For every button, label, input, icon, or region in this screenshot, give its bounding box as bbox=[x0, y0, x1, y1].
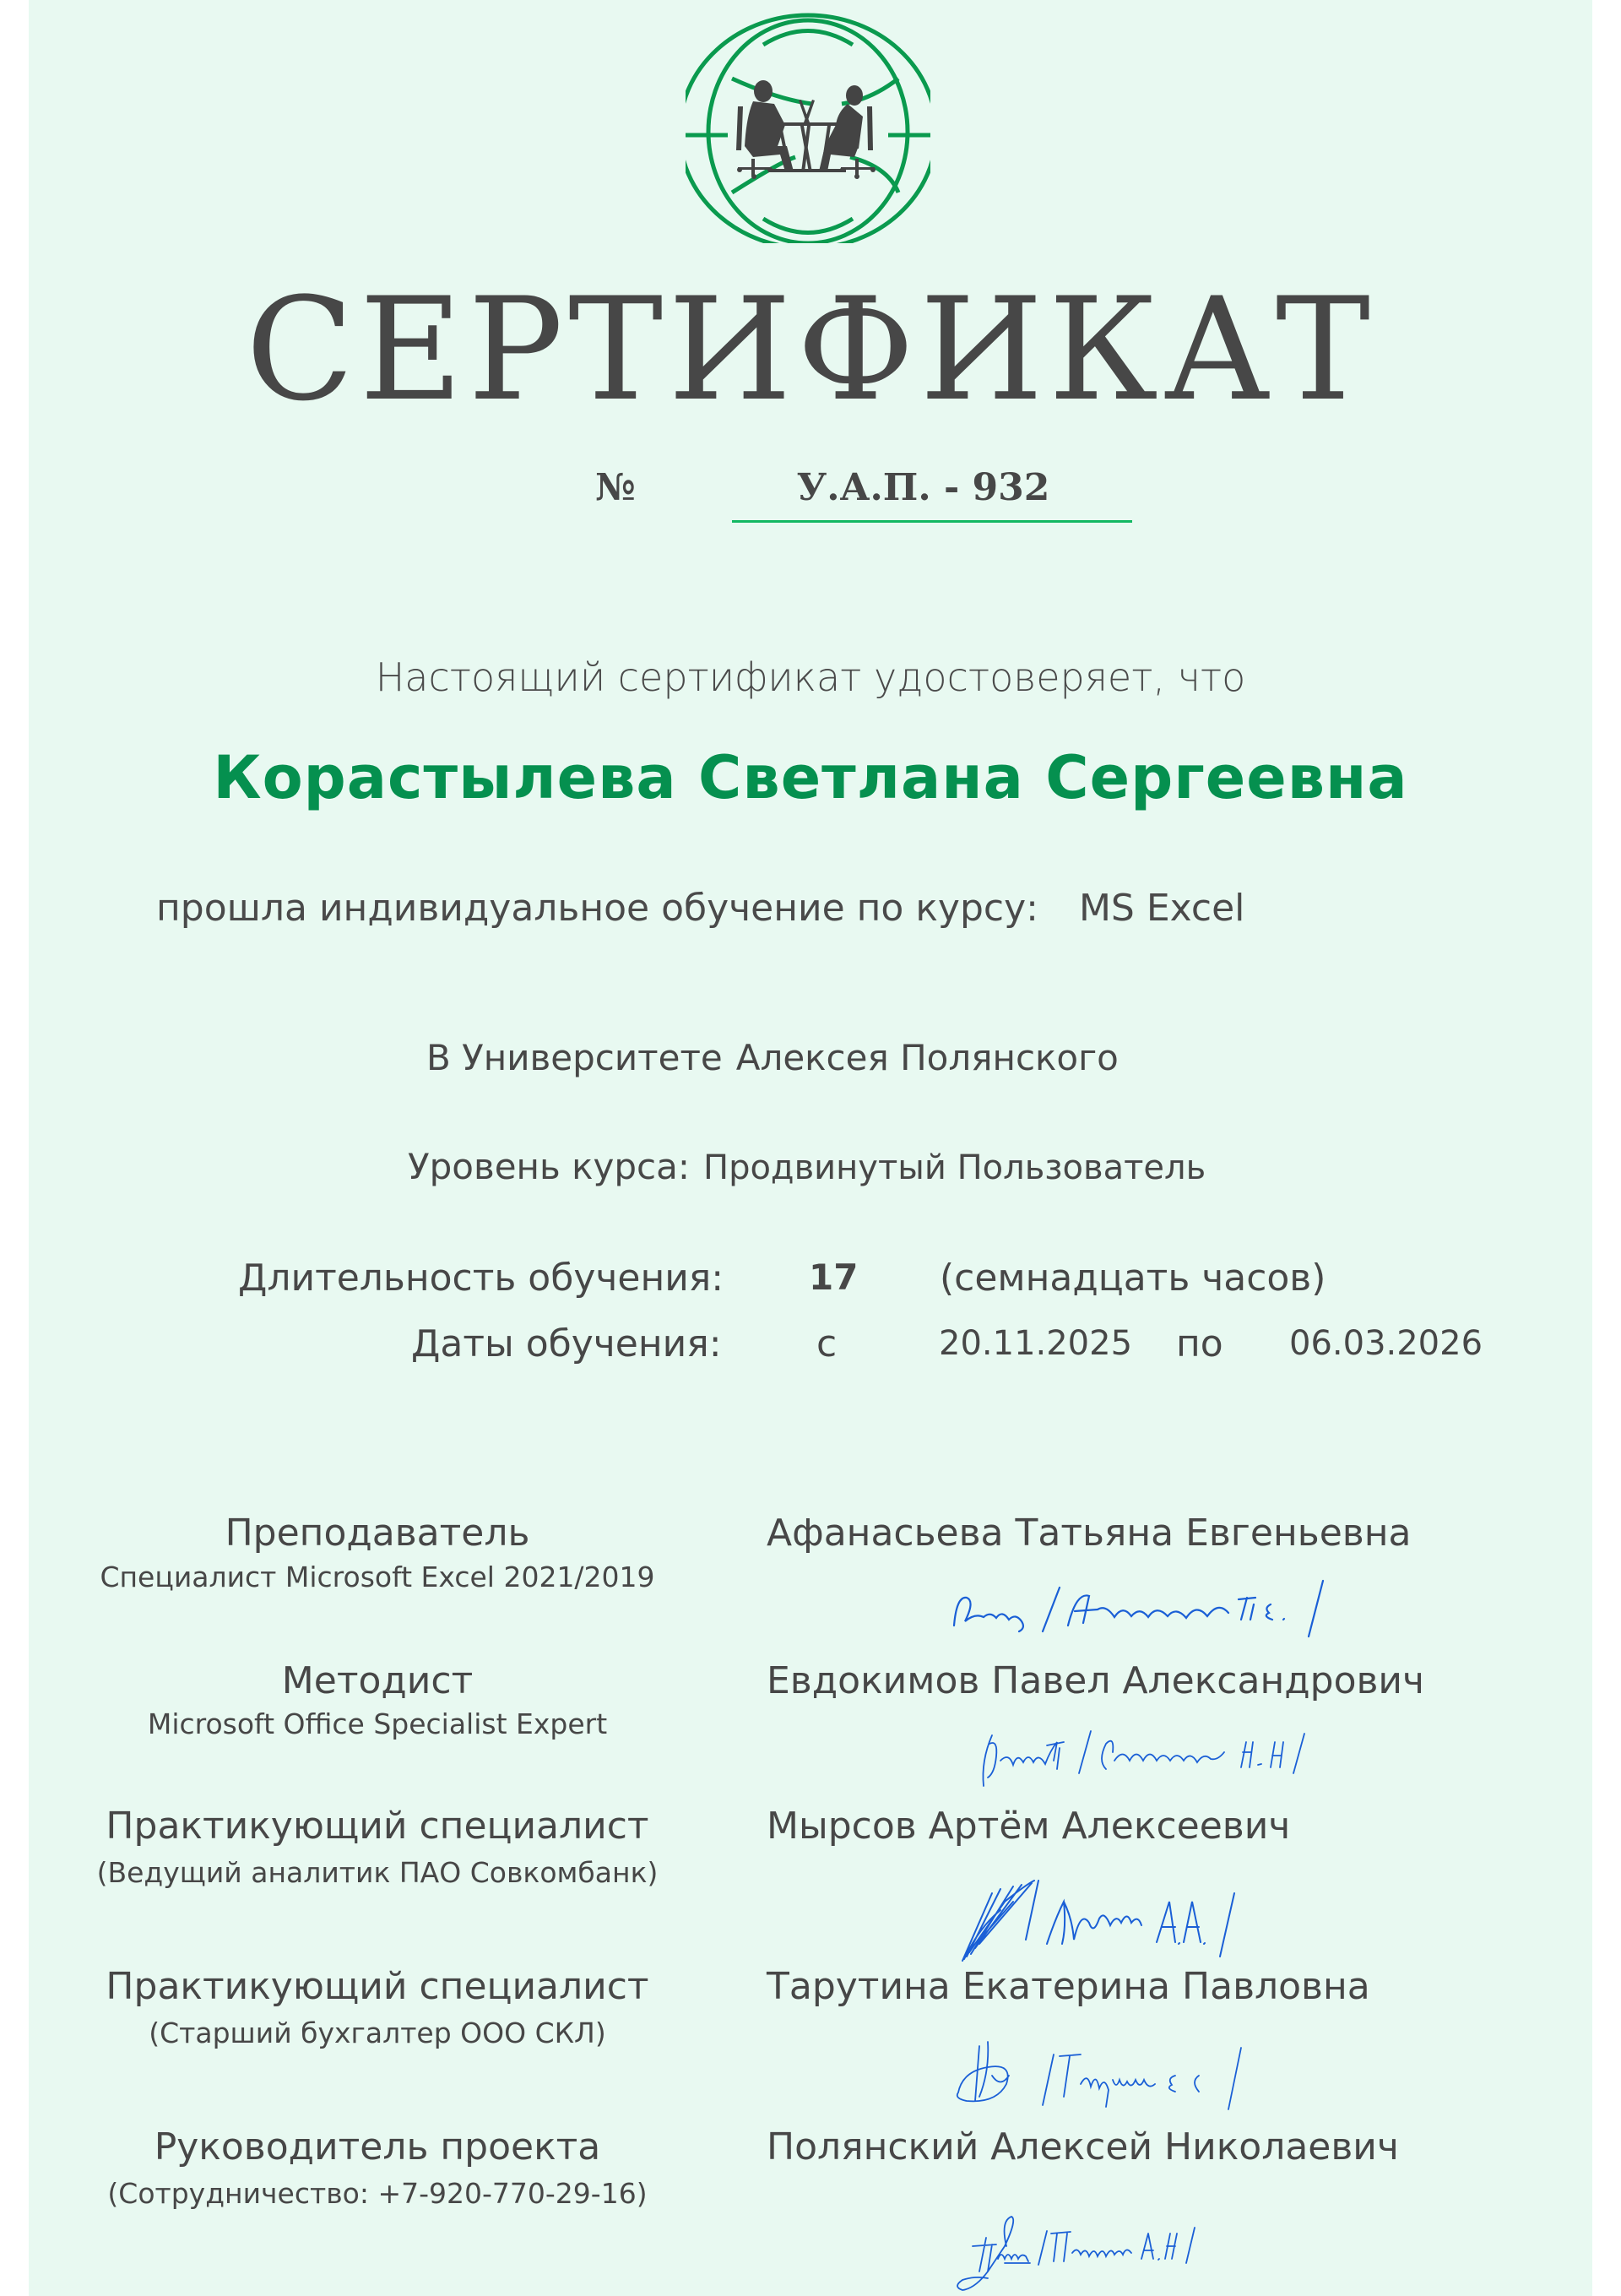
signatory-role-detail: Специалист Microsoft Excel 2021/2019 bbox=[100, 1561, 655, 1593]
signatory-role-detail: (Старший бухгалтер ООО СКЛ) bbox=[149, 2016, 606, 2049]
signatory-name: Афанасьева Татьяна Евгеньевна bbox=[767, 1512, 1412, 1555]
course-value: MS Excel bbox=[1078, 887, 1245, 930]
recipient-name: Корастылева Светлана Сергеевна bbox=[213, 743, 1408, 812]
university-line bbox=[426, 1037, 1119, 1078]
signatory-role: Преподаватель bbox=[225, 1512, 530, 1555]
signature-afanasyeva bbox=[950, 1579, 1389, 1638]
signature-polyansky bbox=[954, 2212, 1292, 2296]
duration-label: Длительность обучения: bbox=[238, 1257, 724, 1300]
signatory-name: Полянский Алексей Николаевич bbox=[767, 2125, 1399, 2168]
university-label: В Университете bbox=[426, 1037, 723, 1078]
signatory-role-detail: (Сотрудничество: +7-920-770-29-16) bbox=[107, 2177, 648, 2210]
signatory-role: Руководитель проекта bbox=[154, 2125, 601, 2168]
certificate-number-underline bbox=[732, 520, 1132, 523]
certificate-number: У.А.П. - 932 bbox=[796, 466, 1050, 509]
university-name: Алексея Полянского bbox=[735, 1037, 1119, 1078]
signatory-role-detail: Microsoft Office Specialist Expert bbox=[147, 1707, 608, 1740]
duration-text: (семнадцать часов) bbox=[940, 1257, 1326, 1300]
lead-text: Настоящий сертификат удостоверяет, что bbox=[375, 654, 1246, 700]
signatory-name: Мырсов Артём Алексеевич bbox=[767, 1805, 1291, 1848]
dates-to-word: по bbox=[1176, 1322, 1223, 1365]
signatory-role: Методист bbox=[281, 1659, 474, 1702]
level-value: Продвинутый Пользователь bbox=[702, 1148, 1206, 1187]
dates-from-word: с bbox=[816, 1322, 838, 1365]
level-line bbox=[408, 1146, 1206, 1187]
signatory-name: Евдокимов Павел Александрович bbox=[767, 1659, 1425, 1702]
certificate-title: СЕРТИФИКАТ bbox=[245, 267, 1376, 432]
date-start: 20.11.2025 bbox=[939, 1324, 1133, 1363]
number-sign: № bbox=[595, 466, 636, 509]
signatory-role: Практикующий специалист bbox=[106, 1805, 649, 1848]
course-line bbox=[156, 887, 1244, 930]
signature-evdokimov bbox=[979, 1727, 1351, 1794]
course-label: прошла индивидуальное обучение по курсу: bbox=[156, 887, 1038, 930]
signature-myrsov bbox=[954, 1876, 1326, 1969]
signatory-role-detail: (Ведущий аналитик ПАО Совкомбанк) bbox=[96, 1856, 659, 1889]
dates-label: Даты обучения: bbox=[411, 1322, 722, 1365]
signature-tarutina bbox=[954, 2038, 1326, 2114]
globe-logo-icon bbox=[686, 7, 930, 243]
duration-hours: 17 bbox=[809, 1257, 859, 1298]
date-end: 06.03.2026 bbox=[1289, 1324, 1483, 1363]
signatory-name: Тарутина Екатерина Павловна bbox=[767, 1965, 1370, 2008]
signatory-role: Практикующий специалист bbox=[106, 1965, 649, 2008]
level-label: Уровень курса: bbox=[408, 1146, 690, 1187]
